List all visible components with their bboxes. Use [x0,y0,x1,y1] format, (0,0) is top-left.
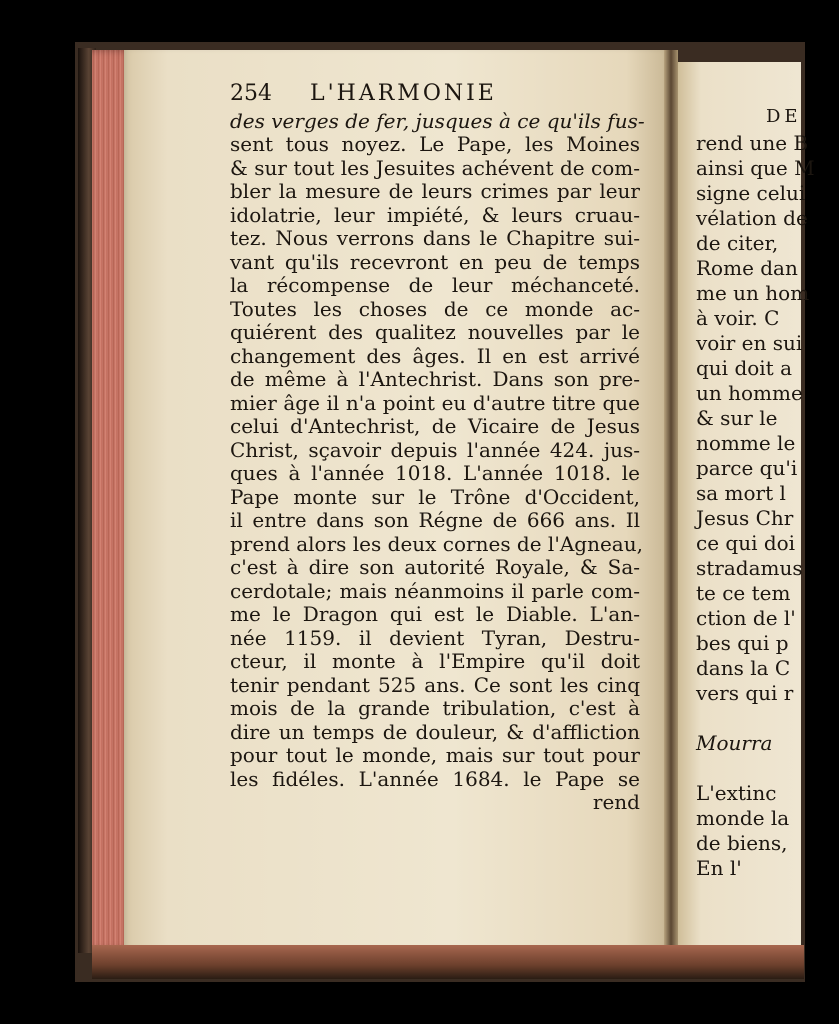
text-line: c'est à dire son autorité Royale, & Sa- [230,555,640,579]
text-line: il entre dans son Régne de 666 ans. Il [230,508,640,532]
text-line: voir en sui [696,331,803,355]
text-line [696,756,815,781]
text-line: les fidéles. L'année 1684. le Pape se [230,766,640,791]
text-line: Toutes les choses de ce monde ac- [230,296,640,321]
book-gutter [664,50,678,965]
text-line: tez. Nous verrons dans le Chapitre sui- [230,226,640,250]
page-number: 254 [230,81,272,106]
catchword: rend [592,790,640,814]
text-line: à voir. C [696,306,780,330]
text-line: L'extinc [696,781,777,805]
text-line: de même à l'Antechrist. Dans son pre- [230,367,640,391]
text-line: prend alors les deux cornes de l'Agneau, [230,531,643,556]
text-line: me le Dragon qui est le Diable. L'an- [230,602,640,626]
text-line: stradamus [696,556,803,580]
text-line: pour tout le monde, mais sur tout pour [230,743,640,767]
left-body [230,108,645,792]
text-line: cerdotale; mais néanmoins il parle com- [230,578,640,603]
text-line: ainsi que M [696,156,815,180]
text-line: un homme [696,381,803,405]
text-line: bler la mesure de leurs crimes par leur [230,179,640,203]
text-line: de citer, [696,231,779,255]
text-line [696,706,815,731]
text-line: sa mort l [696,481,786,505]
text-line: Pape monte sur le Trône d'Occident, [230,484,640,509]
text-line: mois de la grande tribulation, c'est à [230,696,640,720]
text-line: rend une B [696,131,809,155]
left-page-text [230,81,645,815]
text-line: quiérent des qualitez nouvelles par le [230,320,640,344]
text-line: te ce tem [696,581,791,605]
text-line: Mourra [696,731,773,755]
text-line: dire un temps de douleur, & d'affliction [230,719,640,744]
text-line: Christ, sçavoir depuis l'année 424. jus- [230,437,640,462]
text-line: Jesus Chr [696,506,794,530]
book-bottom-edge [92,945,804,979]
text-line: parce qu'i [696,456,798,480]
text-line: mier âge il n'a point eu d'autre titre que [230,390,640,415]
text-line: monde la [696,806,790,830]
text-line: des verges de fer, jusques à ce qu'ils fus- [230,108,645,133]
text-line: ction de l' [696,606,796,630]
right-page [676,62,815,962]
text-line: ce qui doi [696,531,796,555]
text-line: tenir pendant 525 ans. Ce sont les cinq [230,672,640,697]
text-line: née 1159. il devient Tyran, Destru- [230,625,640,650]
text-line: bes qui p [696,631,789,655]
text-line: & sur tout les Jesuites achévent de com- [230,155,640,180]
running-title: L'HARMONIE [310,81,497,106]
text-line: sent tous noyez. Le Pape, les Moines [230,132,640,156]
text-line: la récompense de leur méchanceté. [230,273,640,297]
text-line: changement des âges. Il en est arrivé [230,343,640,368]
text-line: idolatrie, leur impiété, & leurs cruau- [230,202,640,227]
text-line: vélation de [696,206,808,230]
right-running-title: DE [766,106,802,127]
text-line: nomme le [696,431,796,455]
text-line: vers qui r [696,681,794,705]
text-line: cteur, il monte à l'Empire qu'il doit [230,649,640,673]
text-line: signe celui [696,181,806,205]
right-page-text [696,104,815,881]
text-line: celui d'Antechrist, de Vicaire de Jesus [230,414,640,438]
text-line: En l' [696,856,742,880]
text-line: ques à l'année 1018. L'année 1018. le [230,461,640,485]
text-line: dans la C [696,656,791,680]
text-line: qui doit a [696,356,792,380]
text-line: de biens, [696,831,788,855]
text-line: vant qu'ils recevront en peu de temps [230,249,640,274]
left-page-header [230,82,640,106]
text-line: me un hom [696,281,810,305]
text-line: Rome dan [696,256,798,280]
text-line: & sur le [696,406,778,430]
